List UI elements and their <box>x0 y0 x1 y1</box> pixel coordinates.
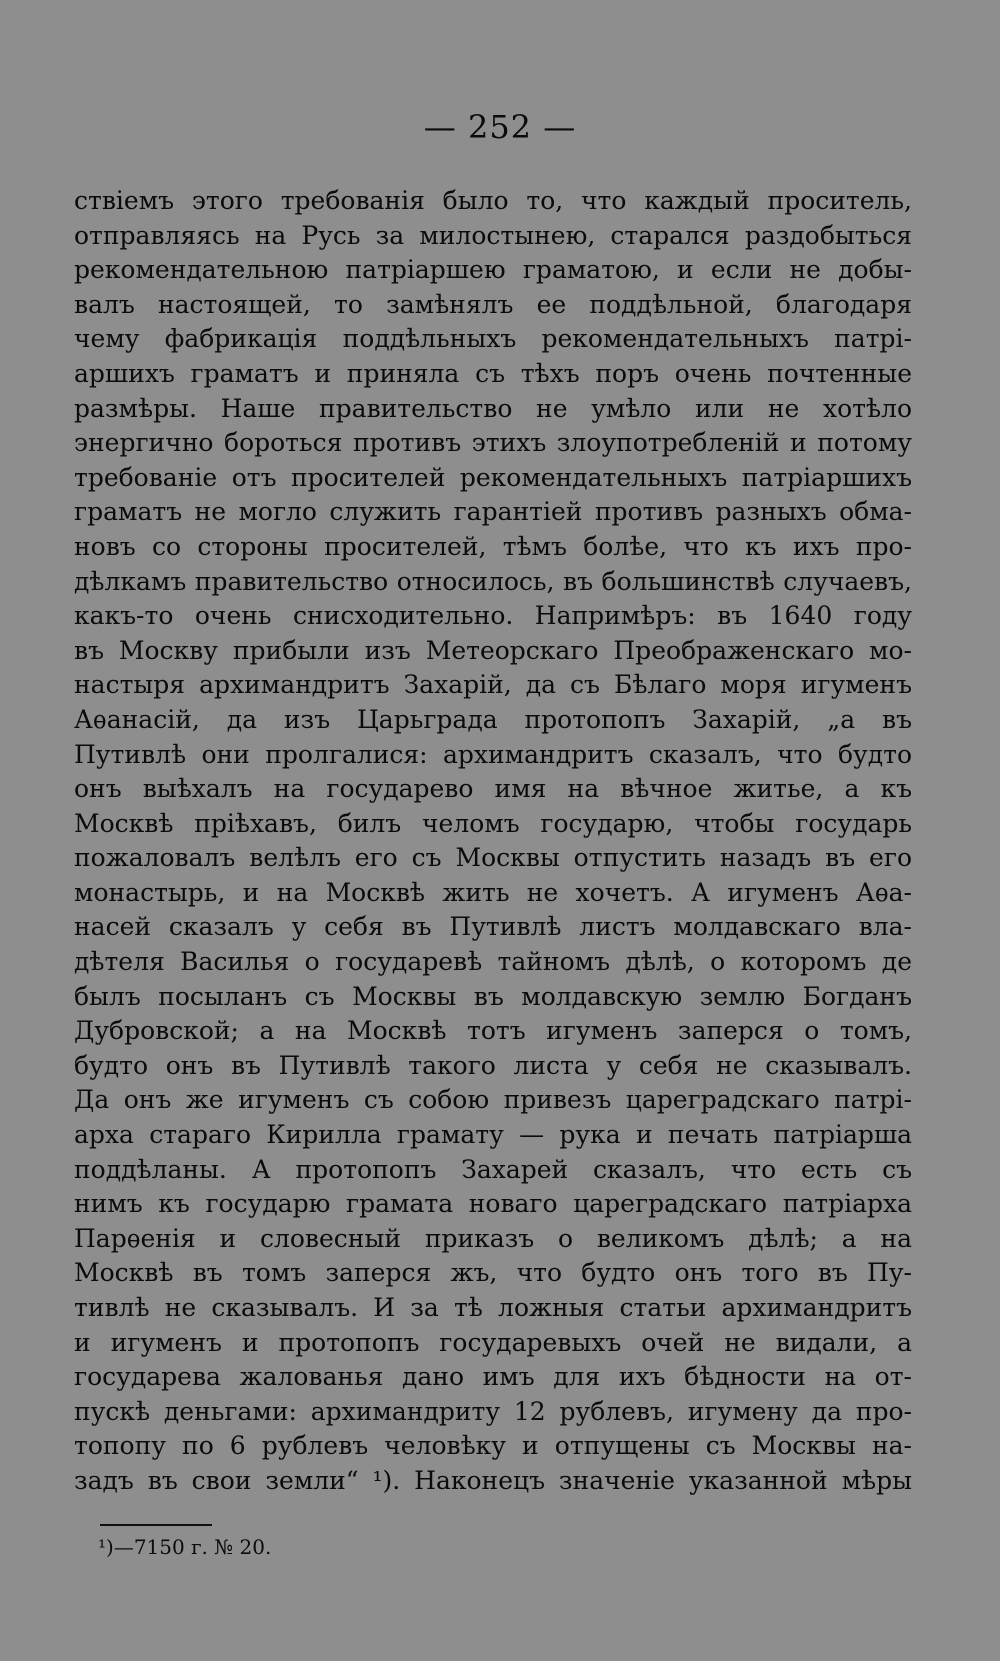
text-line: рекомендательною патріаршею граматою, и если не добы- <box>74 255 912 285</box>
text-line: новъ со стороны просителей, тѣмъ болѣе, что къ ихъ про- <box>74 531 912 561</box>
text-line: Парѳенія и словесный приказъ о великомъ дѣлѣ; а на <box>74 1223 912 1253</box>
text-line: государева жалованья дано имъ для ихъ бѣдности на от- <box>74 1362 912 1392</box>
text-line: Дубровской; а на Москвѣ тотъ игуменъ заперся о томъ, <box>74 1016 912 1046</box>
text-line: дѣтеля Василья о государевѣ тайномъ дѣлѣ, о которомъ де <box>74 947 912 977</box>
text-line: задъ въ свои земли“ ¹). Наконецъ значеніе указанной мѣры <box>74 1465 912 1495</box>
text-line: настыря архимандритъ Захарій, да съ Бѣлаго моря игуменъ <box>74 670 912 700</box>
text-line: онъ выѣхалъ на государево имя на вѣчное житье, а къ <box>74 774 912 804</box>
text-line: Москвѣ пріѣхавъ, билъ челомъ государю, чтобы государь <box>74 808 912 838</box>
text-line: требованіе отъ просителей рекомендательныхъ патріаршихъ <box>74 462 912 492</box>
text-line: Москвѣ въ томъ заперся жъ, что будто онъ того въ Пу- <box>74 1258 912 1288</box>
text-line: валъ настоящей, то замѣнялъ ее поддѣльной, благодаря <box>74 289 912 319</box>
text-line: дѣлкамъ правительство относилось, въ большинствѣ случаевъ, <box>74 566 912 596</box>
page-number: — 252 — <box>423 108 577 146</box>
text-line: размѣры. Наше правительство не умѣло или не хотѣло <box>74 393 912 423</box>
text-line: монастырь, и на Москвѣ жить не хочетъ. А игуменъ Аѳа- <box>74 877 912 907</box>
text-line: Аѳанасій, да изъ Царьграда протопопъ Захарій, „а въ <box>74 704 912 734</box>
body-text <box>74 184 912 1499</box>
text-line: отправляясь на Русь за милостынею, старался раздобыться <box>74 220 912 250</box>
text-line: нимъ къ государю грамата новаго цареградскаго патріарха <box>74 1189 912 1219</box>
footnote-divider <box>100 1524 212 1526</box>
text-line: энергично бороться противъ этихъ злоупотребленій и потому <box>74 428 912 458</box>
text-line: граматъ не могло служить гарантіей противъ разныхъ обма- <box>74 497 912 527</box>
text-line: будто онъ въ Путивлѣ такого листа у себя не сказывалъ. <box>74 1050 912 1080</box>
text-line: былъ посыланъ съ Москвы въ молдавскую землю Богданъ <box>74 981 912 1011</box>
text-line: въ Москву прибыли изъ Метеорскаго Преображенскаго мо- <box>74 635 912 665</box>
text-line: поддѣланы. А протопопъ Захарей сказалъ, что есть съ <box>74 1154 912 1184</box>
text-line: топопу по 6 рублевъ человѣку и отпущены съ Москвы на- <box>74 1431 912 1461</box>
text-line: чему фабрикація поддѣльныхъ рекомендательныхъ патрі- <box>74 324 912 354</box>
text-line: ствіемъ этого требованія было то, что каждый проситель, <box>74 186 912 215</box>
footnote: ¹)—7150 г. № 20. <box>98 1535 272 1559</box>
text-line: арха стараго Кирилла грамату — рука и печать патріарша <box>74 1120 912 1150</box>
text-line: Путивлѣ они пролгалися: архимандритъ сказалъ, что будто <box>74 739 912 769</box>
text-line: Да онъ же игуменъ съ собою привезъ цареградскаго патрі- <box>74 1085 912 1115</box>
text-line: аршихъ граматъ и приняла съ тѣхъ поръ очень почтенные <box>74 358 912 388</box>
text-line: пожаловалъ велѣлъ его съ Москвы отпустить назадъ въ его <box>74 843 912 873</box>
text-line: пускѣ деньгами: архимандриту 12 рублевъ, игумену да про- <box>74 1396 912 1426</box>
text-line: насей сказалъ у себя въ Путивлѣ листъ молдавскаго вла- <box>74 912 912 942</box>
text-line: тивлѣ не сказывалъ. И за тѣ ложныя статьи архимандритъ <box>74 1293 912 1322</box>
text-line: какъ-то очень снисходительно. Напримѣръ: въ 1640 году <box>74 601 912 631</box>
text-line: и игуменъ и протопопъ государевыхъ очей не видали, а <box>74 1327 912 1357</box>
